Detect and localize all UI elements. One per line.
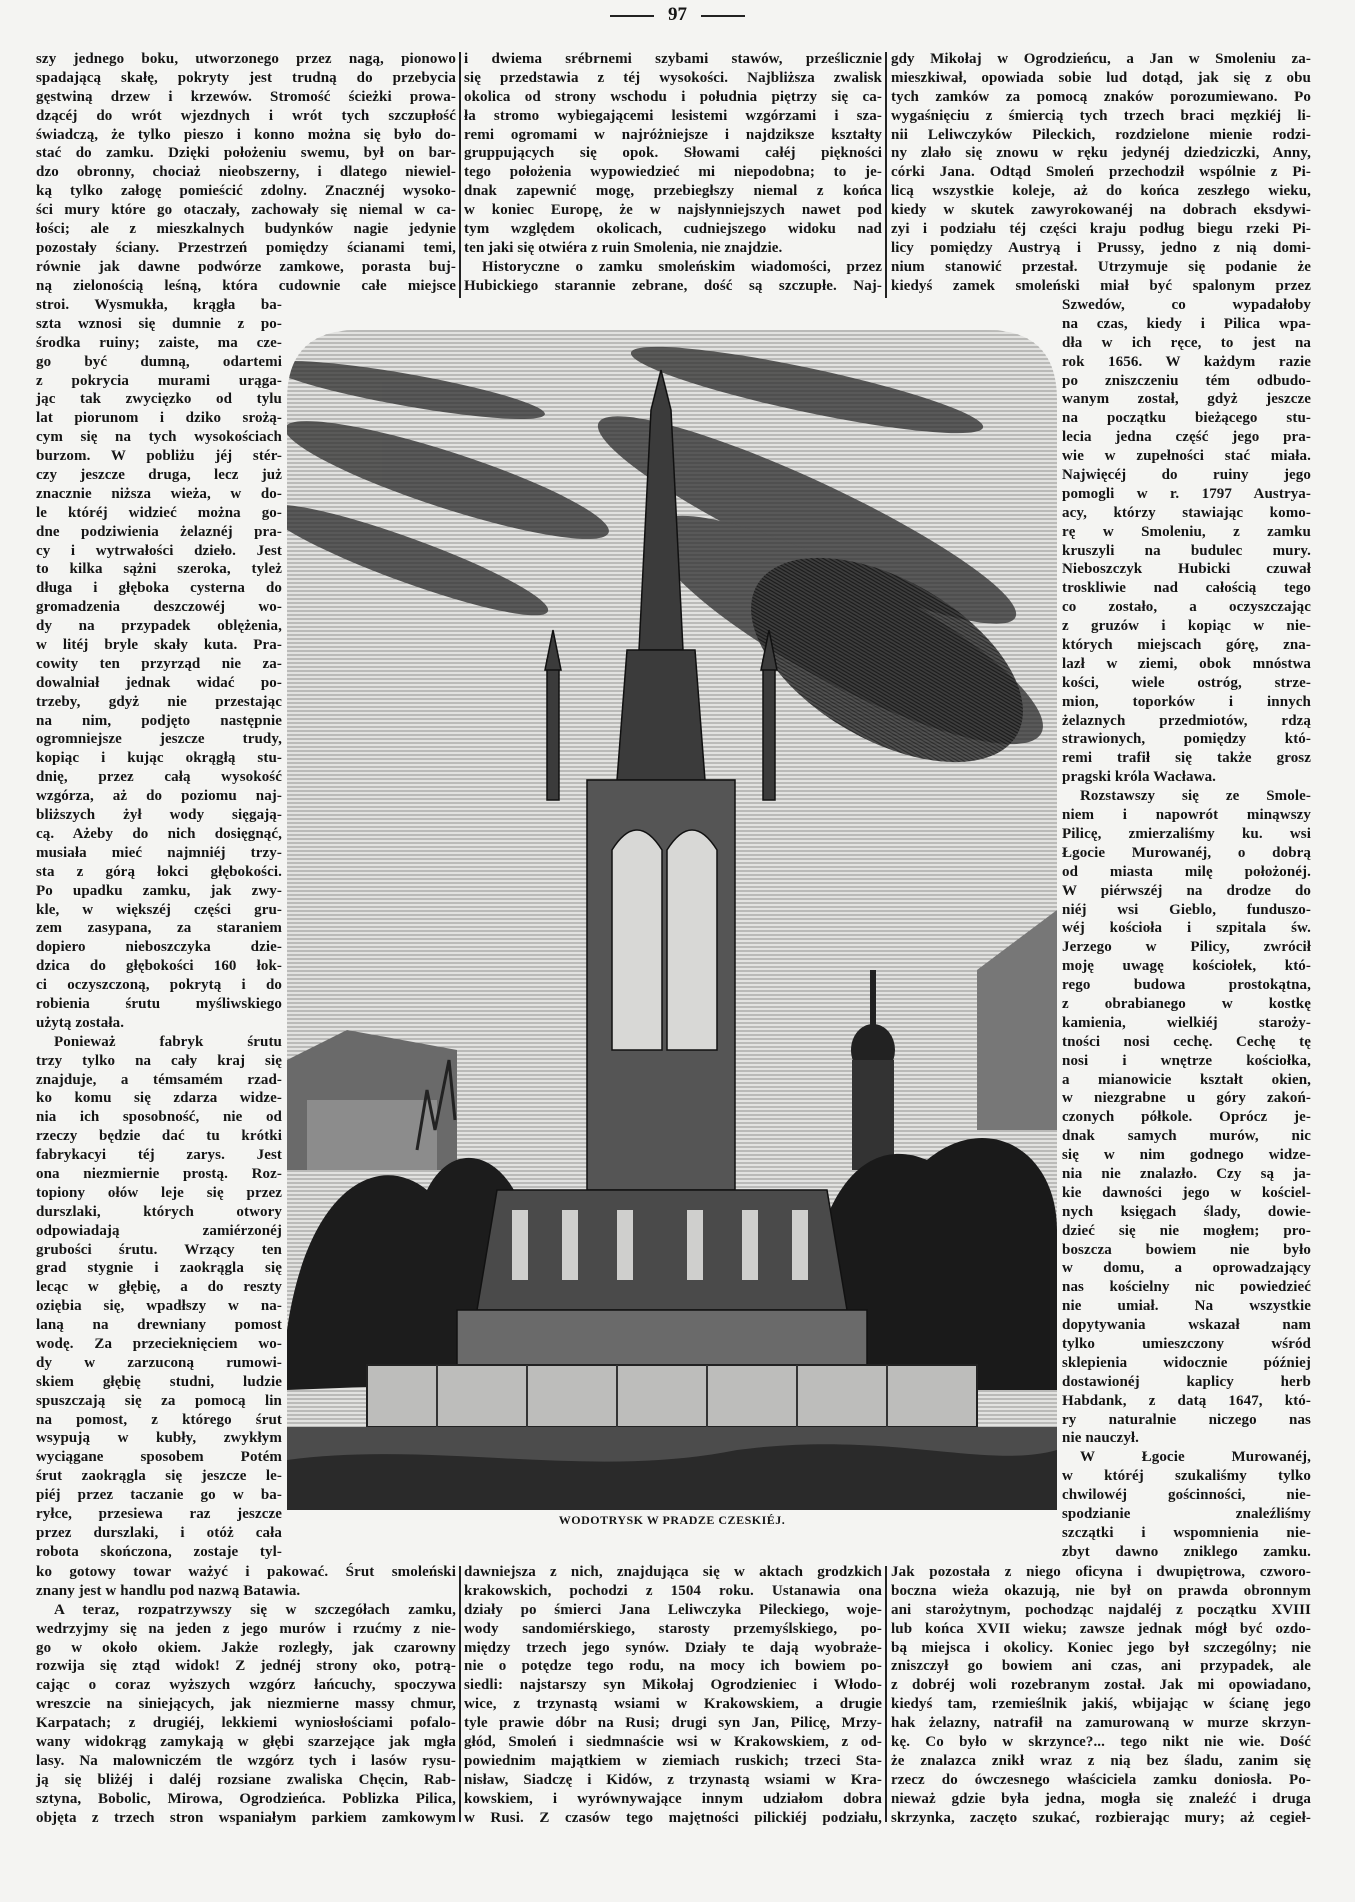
- text-line: nia nie znalazło. Czy są ja-: [1062, 1165, 1311, 1182]
- text-line: śrut zaokrągla się jeszcze le-: [36, 1468, 282, 1485]
- text-line: działy po śmierci Jana Leliwczyka Pileckiego, woje-: [464, 1601, 882, 1618]
- text-line: kowskiem, i wyrównywające innym udziałom dobra: [464, 1790, 882, 1807]
- text-line: rok 1656. W każdym razie: [1062, 353, 1311, 370]
- column-2-top: [464, 50, 882, 296]
- text-line: w litéj bryle skały kuta. Pra-: [36, 637, 282, 654]
- text-line: dawniejsza z nich, znajdująca się w aktach grodzkich: [464, 1564, 882, 1580]
- text-line: kopiąc i kując okrągłą stu-: [36, 750, 282, 767]
- text-line: wodę. Za przecieknięciem wo-: [36, 1335, 282, 1352]
- text-line: z pokrycia murami urąga-: [36, 372, 282, 389]
- text-line: ści mury które go otaczały, zachowały się niemal w ca-: [36, 202, 456, 219]
- text-line: równie jak dawne podwórze zamkowe, porasta buj-: [36, 258, 456, 275]
- text-line: niéj wsi Gieblo, funduszo-: [1062, 901, 1311, 918]
- text-line: stać do zamku. Dzięki położeniu swemu, był on bar-: [36, 145, 456, 162]
- text-line: zbyt dawno zniklego zamku.: [1062, 1543, 1311, 1560]
- text-line: spuszczają się za pomocą lin: [36, 1392, 282, 1409]
- text-line: dopiero nieboszczyka dzie-: [36, 939, 282, 956]
- page-number-text: 97: [668, 4, 687, 25]
- text-line: troskliwie nad całością tego: [1062, 580, 1311, 597]
- text-line: lat piorunom i dziko srożą-: [36, 410, 282, 427]
- text-line: z gruzów i kopiąc w nie-: [1062, 618, 1311, 635]
- text-line: topiony ołów leje się przez: [36, 1184, 282, 1201]
- column-3-bottom: [891, 1563, 1311, 1827]
- text-line: strawionych, pomiędzy któ-: [1062, 731, 1311, 748]
- column-2-bottom: [464, 1563, 882, 1827]
- text-line: pozostały ściany. Przestrzeń pomiędzy ścianami temi,: [36, 239, 456, 256]
- text-line: A teraz, rozpatrzywszy się w szczegółach zamku,: [54, 1601, 456, 1618]
- column-1-bottom: [36, 1563, 456, 1827]
- text-line: to kilka sążni szeroka, tyleż: [36, 561, 282, 578]
- text-line: między trzech jego synów. Działy te dają wyobraże-: [464, 1639, 882, 1656]
- text-line: cy i wytrwałości dzieło. Jest: [36, 542, 282, 559]
- text-line: dnię, przez całą wysokość: [36, 769, 282, 786]
- text-line: czy jeszcze druga, lecz już: [36, 467, 282, 484]
- text-line: lecia jedna część jego pra-: [1062, 429, 1311, 446]
- text-line: jąc tak zwycięzko od tylu: [36, 391, 282, 408]
- text-line: spadającą skałę, pokryty jest trudną do przebycia: [36, 69, 456, 86]
- text-line: nosi i wnętrze kościołka,: [1062, 1052, 1311, 1069]
- text-line: wsypują w kubły, zwykłym: [36, 1430, 282, 1447]
- text-line: pragski króla Wacława.: [1062, 769, 1217, 786]
- text-line: laną na drewniany pomost: [36, 1317, 282, 1334]
- text-line: pomogli w r. 1797 Austrya-: [1062, 485, 1311, 502]
- text-line: mieszkiwał, opowiada sobie lud dotąd, jak się z obu: [891, 69, 1311, 86]
- text-line: kruszyli na budulec mury.: [1062, 542, 1311, 559]
- text-line: dy na przypadek oblężenia,: [36, 618, 282, 635]
- text-line: dzącéj do wrót wjezdnych i wrót tych szczupłość: [36, 107, 456, 124]
- text-line: ją się bliżéj i daléj rozsiane zwaliska Chęcin, Rab-: [36, 1771, 456, 1788]
- text-line: objęta z trzech stron wspaniałym parkiem zamkowym: [36, 1809, 456, 1826]
- page-number: [0, 4, 1355, 26]
- text-line: tych zamków za pomocą znaków porozumiewano. Po: [891, 88, 1311, 105]
- text-line: i dwiema srébrnemi szybami stawów, prześlicznie: [464, 51, 882, 67]
- text-line: cając o coraz wyższych wzgórz łańcuchy, spoczywa: [36, 1677, 456, 1694]
- text-line: tności nosi cechę. Cechę tę: [1062, 1033, 1311, 1050]
- text-line: lub końca XVII wieku; zawsze jednak mógł być ozdo-: [891, 1620, 1311, 1637]
- text-line: lasy. Na malowniczém tle wzgórz tych i lasów rysu-: [36, 1752, 456, 1769]
- text-line: szta wznosi się dumnie z po-: [36, 315, 282, 332]
- text-line: nie umiał. Na wszystkie: [1062, 1298, 1311, 1315]
- text-line: nia ich sposobność, nie od: [36, 1109, 282, 1126]
- text-line: nie nauczył.: [1062, 1430, 1140, 1447]
- text-line: ry naturalnie niczego nas: [1062, 1411, 1311, 1428]
- text-line: dzica do głębokości 160 łok-: [36, 958, 282, 975]
- text-line: remi ogromami w najróżniejsze i najdziksze kształty: [464, 126, 882, 143]
- text-line: wygaśnięciu z śmiercią tych trzech braci męzkiéj li-: [891, 107, 1311, 124]
- text-line: znacznie niższa wieża, w do-: [36, 485, 282, 502]
- column-rule: [885, 1566, 887, 1822]
- text-line: stroi. Wysmukła, krągła ba-: [36, 297, 282, 313]
- text-line: szczątki i wspomnienia nie-: [1062, 1524, 1311, 1541]
- text-line: powiednim majątkiem w ziemiach ruskich; trzeci Sta-: [464, 1752, 882, 1769]
- text-line: ani starożytnym, pochodząc najdaléj z początku XVIII: [891, 1601, 1311, 1618]
- text-line: boszcza bowiem nie było: [1062, 1241, 1311, 1258]
- text-line: żelaznych przedmiotów, rdzą: [1062, 712, 1311, 729]
- text-line: mion, toporków i innych: [1062, 693, 1311, 710]
- text-line: gęstwiną drzew i krzewów. Stromość ścieżki prowa-: [36, 88, 456, 105]
- text-line: kle, w większéj części gru-: [36, 901, 282, 918]
- text-line: rego budowa prostokątna,: [1062, 977, 1311, 994]
- text-line: trzy tylko na cały kraj się: [36, 1052, 282, 1069]
- text-line: nie o potędze tego rodu, na mocy ich bowiem po-: [464, 1658, 882, 1675]
- text-line: remi trafił się także grosz: [1062, 750, 1311, 767]
- text-line: gdy Mikołaj w Ogrodzieńcu, a Jan w Smoleniu za-: [891, 51, 1311, 67]
- text-line: się przedstawia z téj wysokości. Najbliższa zwalisk: [464, 69, 882, 86]
- text-line: wyciągane sposobem Potém: [36, 1449, 282, 1466]
- text-line: wreszcie na siniejących, jak niezmierne massy chmur,: [36, 1696, 456, 1713]
- text-line: robota skończona, zostaje tyl-: [36, 1543, 282, 1560]
- text-line: boczna wieża okazują, nie był on prawda obronnym: [891, 1582, 1311, 1599]
- text-line: niem i napowrót minąwszy: [1062, 807, 1311, 824]
- text-line: w któréj szukaliśmy tylko: [1062, 1468, 1311, 1485]
- text-line: licy pomiędzy Austryą i Prussy, jedno z nią domi-: [891, 239, 1311, 256]
- text-line: durszlaki, których otwory: [36, 1203, 282, 1220]
- text-line: sta z górą łokci głębokości.: [36, 863, 282, 880]
- text-line: licą wszystkie koleje, aż do końca zeszłego wieku,: [891, 183, 1311, 200]
- text-line: sztyna, Bobolic, Mirowa, Ogrodzieńca. Poblizka Pilica,: [36, 1790, 456, 1807]
- text-line: nas kościelny nic powiedzieć: [1062, 1279, 1311, 1296]
- text-line: Ponieważ fabryk śrutu: [54, 1033, 282, 1050]
- text-line: cą. Ażeby do nich dosięgnąć,: [36, 825, 282, 842]
- text-line: wody sandomiérskiego, starosty przemyślskiego, po-: [464, 1620, 882, 1637]
- text-line: zem zasypana, za staraniem: [36, 920, 282, 937]
- text-line: dostawionéj kaplicy herb: [1062, 1373, 1311, 1390]
- text-line: skiem głębię studni, ludzie: [36, 1373, 282, 1390]
- text-line: rę w Smoleniu, z zamku: [1062, 523, 1311, 540]
- text-line: Jak pozostała z niego oficyna i dwupiętrowa, czworo-: [891, 1564, 1311, 1580]
- text-line: sklepienia widocznie później: [1062, 1354, 1311, 1371]
- text-line: rozwija się ztąd widok! Z jednéj strony oko, potrą-: [36, 1658, 456, 1675]
- text-line: W piérwszéj na drodze do: [1062, 882, 1311, 899]
- text-line: gromadzenia deszczowéj wo-: [36, 599, 282, 616]
- text-line: Hubickiego starannie zebrane, dość są szczupłe. Naj-: [464, 277, 882, 294]
- text-line: że znalazca znikł wraz z nią bez śladu, zanim się: [891, 1752, 1311, 1769]
- text-line: moję uwagę kościołek, któ-: [1062, 958, 1311, 975]
- text-line: z dobréj woli rozebranym został. Jak mi opowiadano,: [891, 1677, 1311, 1694]
- text-line: fabrykacyi téj zarys. Jest: [36, 1147, 282, 1164]
- text-line: acy, którzy stawiając komo-: [1062, 504, 1311, 521]
- text-line: na pomost, z którego śrut: [36, 1411, 282, 1428]
- text-line: kę. Co było w skrzynce?... tego nikt nie wie. Dość: [891, 1734, 1311, 1751]
- text-line: znany jest w handlu pod nazwą Batawia.: [36, 1582, 301, 1599]
- text-line: wedrzyjmy się na jeden z jego murów i rzućmy z nie-: [36, 1620, 456, 1637]
- text-line: których miejscach górę, zna-: [1062, 637, 1311, 654]
- text-line: wzgórza, aż do poziomu naj-: [36, 788, 282, 805]
- text-line: dła w ich ręce, to jest na: [1062, 334, 1311, 351]
- text-line: od miasta milę położonéj.: [1062, 863, 1311, 880]
- column-rule: [885, 52, 887, 298]
- text-line: nium stanowić przestał. Utrzymuje się podanie że: [891, 258, 1311, 275]
- text-line: tyle prawie dóbr na Rusi; drugi syn Jan, Pilicę, Mrzy-: [464, 1715, 882, 1732]
- text-line: wany widokrąg zamykają w głębi szarzejące jak mgła: [36, 1734, 456, 1751]
- text-line: w domu, a oprowadzający: [1062, 1260, 1311, 1277]
- text-line: Po upadku zamku, jak zwy-: [36, 882, 282, 899]
- text-line: dowalniał jednak widać po-: [36, 674, 282, 691]
- text-line: Szwedów, co wypadałoby: [1062, 297, 1311, 313]
- text-line: chwilowéj gościnności, nie-: [1062, 1487, 1311, 1504]
- text-line: go być dumną, odartemi: [36, 353, 282, 370]
- text-line: szy jednego boku, utworzonego przez nagą, pionowo: [36, 51, 456, 67]
- text-line: okolica od strony wschodu i południa piętrzy się ca-: [464, 88, 882, 105]
- text-line: kie dawności jego w kościel-: [1062, 1184, 1311, 1201]
- text-line: ten jaki się otwiéra z ruin Smolenia, nie znajdzie.: [464, 239, 783, 256]
- text-line: grad stygnie i zaokrągla się: [36, 1260, 282, 1277]
- text-line: dnak zapewnić mogę, przebiegłszy niemal z końca: [464, 183, 882, 200]
- text-line: nii Leliwczyków Pileckich, rozdzielone mienie rodzi-: [891, 126, 1311, 143]
- text-line: ła stromo wybiegającemi lesistemi wzgórzami i sza-: [464, 107, 882, 124]
- text-line: Pilicę, zmierzaliśmy ku. wsi: [1062, 825, 1311, 842]
- text-line: nisław, Siadczę i Kidów, z trzynastą wsiami w Kra-: [464, 1771, 882, 1788]
- text-line: znajduje, a témsamém rzad-: [36, 1071, 282, 1088]
- text-line: kamienia, wielkiéj staroży-: [1062, 1014, 1311, 1031]
- text-line: dne podziwienia żelaznéj pra-: [36, 523, 282, 540]
- text-line: ko komu się zdarza widze-: [36, 1090, 282, 1107]
- text-line: Habdank, z datą 1647, któ-: [1062, 1392, 1311, 1409]
- text-line: ny zlało się znowu w ręku jedynéj dziedziczki, Anny,: [891, 145, 1311, 162]
- text-line: bą miejsca i okolicy. Koniec jego był szczególny; nie: [891, 1639, 1311, 1656]
- text-line: w niezgrabne u góry zakoń-: [1062, 1090, 1311, 1107]
- text-line: tym względem okolicach, cudniejszego widoku nad: [464, 221, 882, 238]
- text-line: le któréj widzieć można go-: [36, 504, 282, 521]
- text-line: a mianowicie kształt okien,: [1062, 1071, 1311, 1088]
- text-line: go w około okiem. Jakże rozległy, jak czarowny: [36, 1639, 456, 1656]
- text-line: zniszczył go bowiem ani czas, ani przypadek, ale: [891, 1658, 1311, 1675]
- text-line: dzieć się nie mogłem; pro-: [1062, 1222, 1311, 1239]
- text-line: cowity ten przyrząd nie za-: [36, 655, 282, 672]
- text-line: lecąc w głębię, a do reszty: [36, 1279, 282, 1296]
- text-line: rzecz do ówczesnego właściciela zamku doniosła. Po-: [891, 1771, 1311, 1788]
- text-line: z obrabianego w kostkę: [1062, 995, 1311, 1012]
- text-line: dopytywania wskazał nam: [1062, 1317, 1311, 1334]
- text-line: oziębia się, wpadłszy w na-: [36, 1298, 282, 1315]
- text-line: tego położenia wypowiedzieć mi niepodobna; to je-: [464, 164, 882, 181]
- text-line: ką tylko załogę pomieścić zdolny. Znacznéj wysoko-: [36, 183, 456, 200]
- text-line: ci oczyszczoną, pokrytą i do: [36, 977, 282, 994]
- column-1-top: [36, 50, 456, 296]
- text-line: wie w zupełności stać miała.: [1062, 448, 1311, 465]
- text-line: środka ruiny; zaiste, ma cze-: [36, 334, 282, 351]
- text-line: czonych półkole. Oprócz je-: [1062, 1109, 1311, 1126]
- text-line: grubości śrutu. Wrzący ten: [36, 1241, 282, 1258]
- text-line: Historyczne o zamku smoleńskim wiadomości, przez: [482, 258, 882, 275]
- text-line: po zniszczeniu tém odbudo-: [1062, 372, 1311, 389]
- text-line: na początku bieżącego stu-: [1062, 410, 1311, 427]
- text-line: piéj przez taczanie go w ba-: [36, 1487, 282, 1504]
- text-line: nych księgach ślady, dowie-: [1062, 1203, 1311, 1220]
- text-line: wéj kościoła i szpitala św.: [1062, 920, 1311, 937]
- text-line: wice, z trzynastą wsiami w Krakowskiem, a drugie: [464, 1696, 882, 1713]
- text-line: nieważ gdzie była jedna, mogła się znaleźć i druga: [891, 1790, 1311, 1807]
- text-line: ona niezmiernie prostą. Roz-: [36, 1165, 282, 1182]
- text-line: Karpatach; z drugiéj, lekkiemi wyniosłościami pofalo-: [36, 1715, 456, 1732]
- text-line: ryłce, przesiewa raz jeszcze: [36, 1506, 282, 1522]
- text-line: bliższych żył wody sięgają-: [36, 807, 282, 824]
- column-rule: [459, 52, 461, 298]
- text-line: hak żelazny, natrafił na zamurowaną w murze skrzyn-: [891, 1715, 1311, 1732]
- text-line: kiedy w skutek zawyrokowanéj na dobrach eksdywi-: [891, 202, 1311, 219]
- text-line: dy w zarzuconą rumowi-: [36, 1354, 282, 1371]
- column-1-narrow: [36, 296, 282, 1562]
- text-line: użytą została.: [36, 1014, 125, 1031]
- text-line: ogromniejsze jeszcze trudy,: [36, 731, 282, 748]
- text-line: łości; ale z mieszkalnych budynków nagie jedynie: [36, 221, 456, 238]
- text-line: dnak samych murów, nic: [1062, 1128, 1311, 1145]
- fountain-engraving-illustration: [287, 330, 1057, 1510]
- text-line: cym się na tych wysokościach: [36, 429, 282, 446]
- text-line: odpowiadają zamiérzonéj: [36, 1222, 282, 1239]
- text-line: krakowskich, pochodzi z 1504 roku. Ustanawia ona: [464, 1582, 882, 1599]
- text-line: w koniec Europę, że w najsłynniejszych nawet pod: [464, 202, 882, 219]
- text-line: wanym został, gdyż jeszcze: [1062, 391, 1311, 408]
- column-3-narrow: [1062, 296, 1311, 1562]
- column-rule: [459, 1566, 461, 1822]
- text-line: W Łgocie Murowanéj,: [1080, 1449, 1311, 1466]
- text-line: Łgocie Murowanéj, o dobrą: [1062, 844, 1311, 861]
- text-line: na nim, podjęto następnie: [36, 712, 282, 729]
- text-line: co zostało, a oczyszczając: [1062, 599, 1311, 616]
- text-line: rzeczy będzie dać tu krótki: [36, 1128, 282, 1145]
- text-line: Jerzego w Pilicy, zwrócił: [1062, 939, 1311, 956]
- text-line: kiedyś zamek smoleński miał być spalonym przez: [891, 277, 1311, 294]
- text-line: trzeby, gdyż nie przestając: [36, 693, 282, 710]
- text-line: zyi i podziału téj części kraju podług biegu rzeki Pi-: [891, 221, 1311, 238]
- text-line: córki Jana. Odtąd Smoleń przechodził wspólnie z Pi-: [891, 164, 1311, 181]
- text-line: Nieboszczyk Hubicki czuwał: [1062, 561, 1311, 578]
- text-line: Rozstawszy się ze Smole-: [1080, 788, 1311, 805]
- text-line: w Rusi. Z czasów tego majętności pilickiéj podziału,: [464, 1809, 882, 1826]
- text-line: długa i głęboka cysterna do: [36, 580, 282, 597]
- text-line: burzom. W pobliżu jéj stér-: [36, 448, 282, 465]
- text-line: tylko umieszczony wśród: [1062, 1335, 1311, 1352]
- text-line: musiała mieć najmniéj trzy-: [36, 844, 282, 861]
- text-line: dzo obronny, chociaż nieobszerny, i dlatego niewiel-: [36, 164, 456, 181]
- text-line: Najwięcéj do ruiny jego: [1062, 467, 1311, 484]
- text-line: spodzianie znaleźliśmy: [1062, 1506, 1311, 1522]
- text-line: świadczą, że tylko pieszo i konno można się było do-: [36, 126, 456, 143]
- text-line: ko gotowy towar ważyć i pakować. Śrut smoleński: [36, 1564, 456, 1580]
- text-line: gruppujących się opok. Słowami całéj piękności: [464, 145, 882, 162]
- text-line: lazł w ziemi, obok mnóstwa: [1062, 655, 1311, 672]
- text-line: głód, Smoleń i siedmnaście wsi w Krakowskiem, z od-: [464, 1734, 882, 1751]
- text-line: kości, wiele ostróg, strze-: [1062, 674, 1311, 691]
- illustration-caption: WODOTRYSK W PRADZE CZESKIÉJ.: [558, 1513, 786, 1527]
- text-line: ną zielonością leśną, która cudownie całe miejsce: [36, 277, 456, 294]
- text-line: się w nim godnego widze-: [1062, 1147, 1311, 1164]
- text-line: przez durszlaki, i otóż cała: [36, 1524, 282, 1541]
- column-3-top: [891, 50, 1311, 296]
- text-line: siedli: najstarszy syn Mikołaj Ogrodzieniec i Włodo-: [464, 1677, 882, 1694]
- text-line: na czas, kiedy i Pilica wpa-: [1062, 315, 1311, 332]
- text-line: robienia śrutu myśliwskiego: [36, 995, 282, 1012]
- text-line: skrzynka, zaczęto szukać, rozbierając mury; aż cegieł-: [891, 1809, 1311, 1826]
- text-line: kiedyś tam, rzemieślnik jakiś, wbijając w ścianę jego: [891, 1696, 1311, 1713]
